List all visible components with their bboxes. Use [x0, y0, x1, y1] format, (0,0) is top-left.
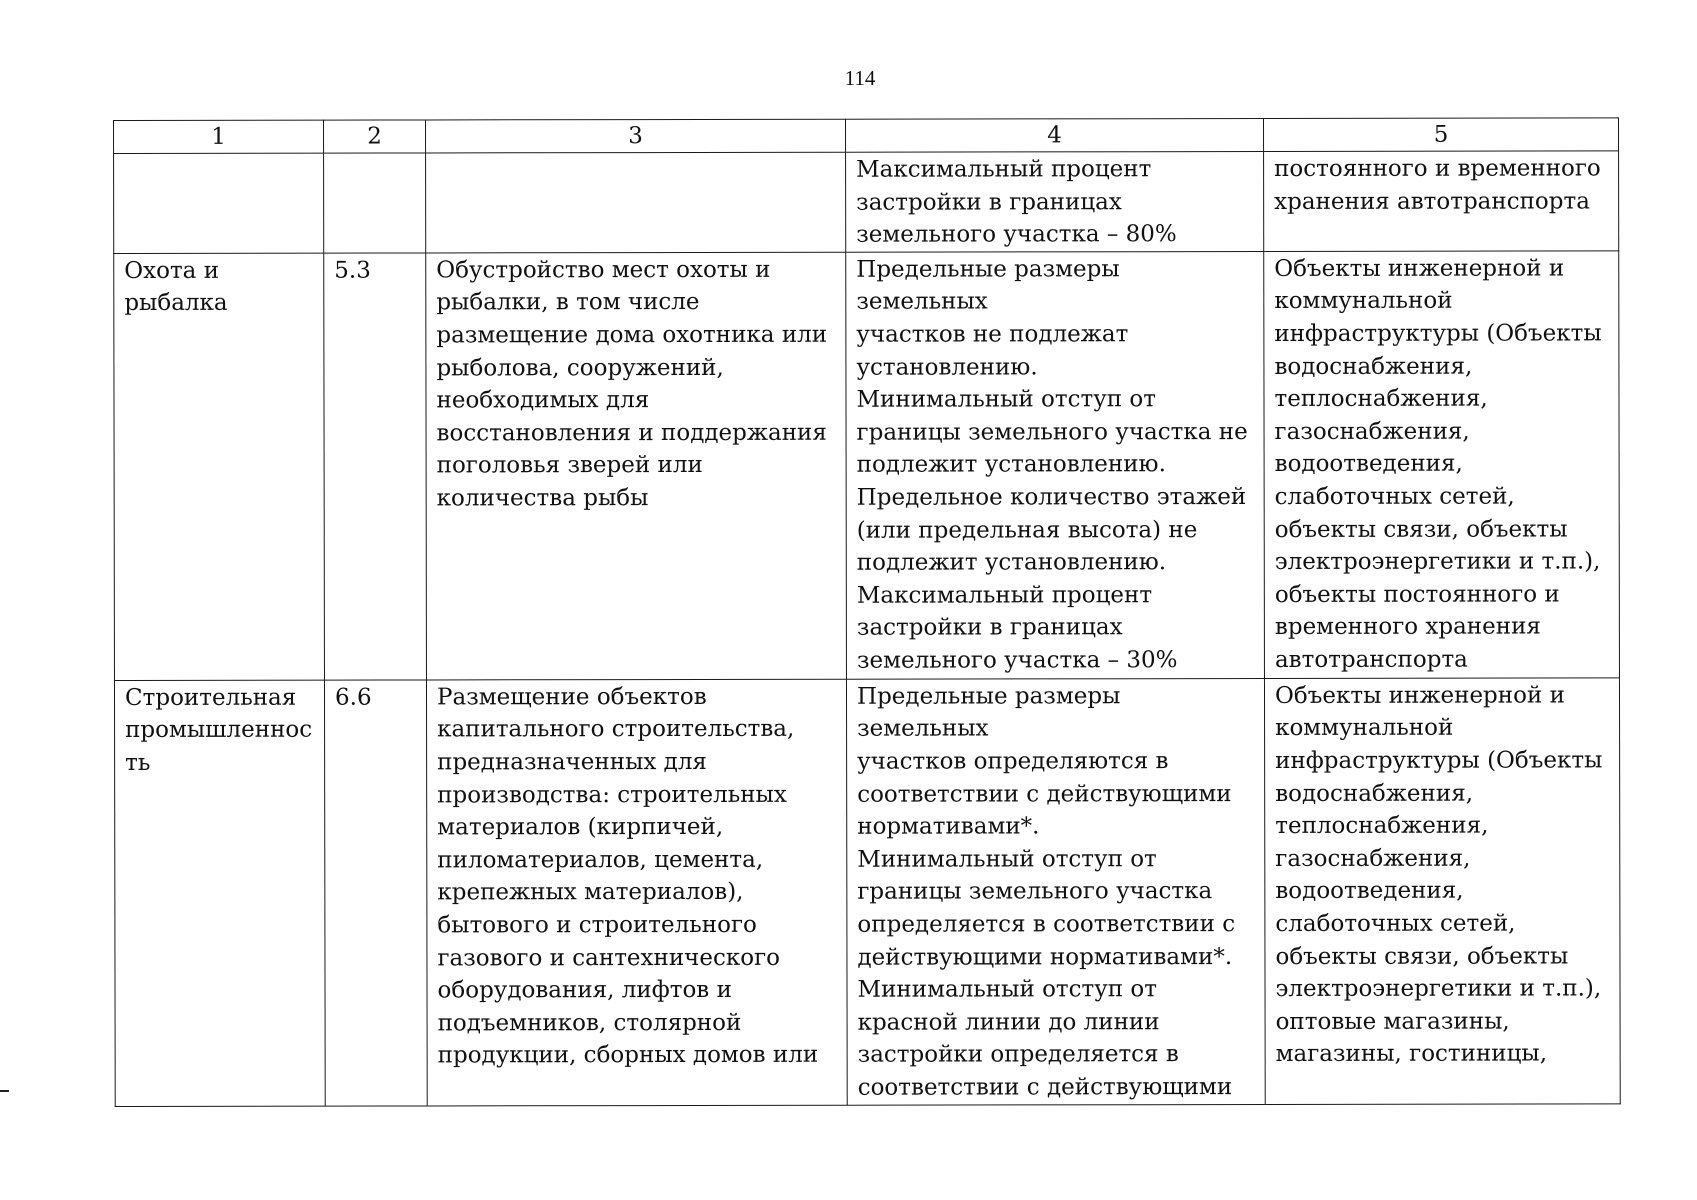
column-header-3: 3 [426, 119, 846, 153]
permitted-objects: Объекты инженерной и коммунальной инфраструктуры (Объекты водоснабжения, теплоснабжения, газоснабжения, водоотведения, слаботочных сетей, объекты связи, объекты электроэнергетики и т.п.), объекты постоянного и временного хранения автотранспорта [1274, 255, 1602, 673]
column-header-5: 5 [1263, 118, 1618, 152]
page-number: 114 [844, 66, 876, 90]
land-use-description: Обустройство мест охоты и рыбалки, в том числе размещение дома охотника или рыболова, сооружений, необходимых для восстановления и поддержания поголовья зверей или количества рыбы [436, 256, 828, 512]
cell-parameters [846, 151, 1264, 252]
cell-parameters [846, 678, 1265, 1104]
scan-edge-mark [0, 1090, 9, 1092]
land-use-code: 6.6 [334, 684, 372, 711]
cell-objects [1264, 151, 1619, 251]
table-body [114, 151, 1621, 1106]
land-use-description [436, 154, 835, 155]
building-parameters: Максимальный процент застройки в границах земельного участка – 80% [856, 156, 1177, 248]
cell-name [114, 253, 325, 680]
permitted-objects: Объекты инженерной и коммунальной инфраструктуры (Объекты водоснабжения, теплоснабжения, газоснабжения, водоотведения, слаботочных сетей, объекты связи, объекты электроэнергетики и т.п.), оптовые магазины, магазины, гостиницы, [1274, 682, 1603, 1068]
land-use-name: Строительная промышленнос ть [124, 684, 313, 776]
cell-code [324, 153, 426, 253]
cell-description [426, 252, 847, 680]
building-parameters: Предельные размеры земельных участков определяются в соответствии с действующими нормативами*. Минимальный отступ от границы земельного участка определяется в соответствии с действующими нормативами*. Минимальный отступ от красной линии до линии застройки определяется в соответствии с действующими [856, 683, 1236, 1101]
cell-name [114, 153, 324, 253]
column-header-1: 1 [114, 120, 324, 153]
cell-name [114, 680, 325, 1106]
land-use-table [113, 117, 1621, 1106]
column-header-2: 2 [324, 120, 426, 153]
column-header-4: 4 [845, 118, 1263, 152]
cell-code [324, 253, 427, 680]
cell-description [426, 679, 847, 1105]
cell-parameters [846, 251, 1265, 679]
cell-description [426, 152, 846, 253]
permitted-objects: постоянного и временного хранения автотранспорта [1274, 155, 1601, 215]
table-row [114, 251, 1620, 681]
building-parameters: Предельные размеры земельных участков не подлежат установлению. Минимальный отступ от границы земельного участка не подлежит установлению. Предельное количество этажей (или предельная высота) не подлежит установлению. Максимальный процент застройки в границах земельного участка – 30% [856, 256, 1248, 674]
land-use-name: Охота и рыбалка [124, 257, 228, 317]
table-header [114, 118, 1619, 154]
header-row [114, 118, 1619, 154]
land-use-code: 5.3 [334, 257, 371, 284]
table-row [114, 678, 1620, 1106]
cell-objects [1264, 678, 1620, 1104]
cell-objects [1264, 251, 1620, 679]
cell-code [324, 680, 427, 1106]
table-row [114, 151, 1619, 253]
land-use-description: Размещение объектов капитального строительства, предназначенных для производства: строительных материалов (кирпичей, пиломатериалов, цемента, крепежных материалов), бытового и строительного газового и сантехнического оборудования, лифтов и подъемников, столярной продукции, сборных домов или [436, 683, 819, 1069]
